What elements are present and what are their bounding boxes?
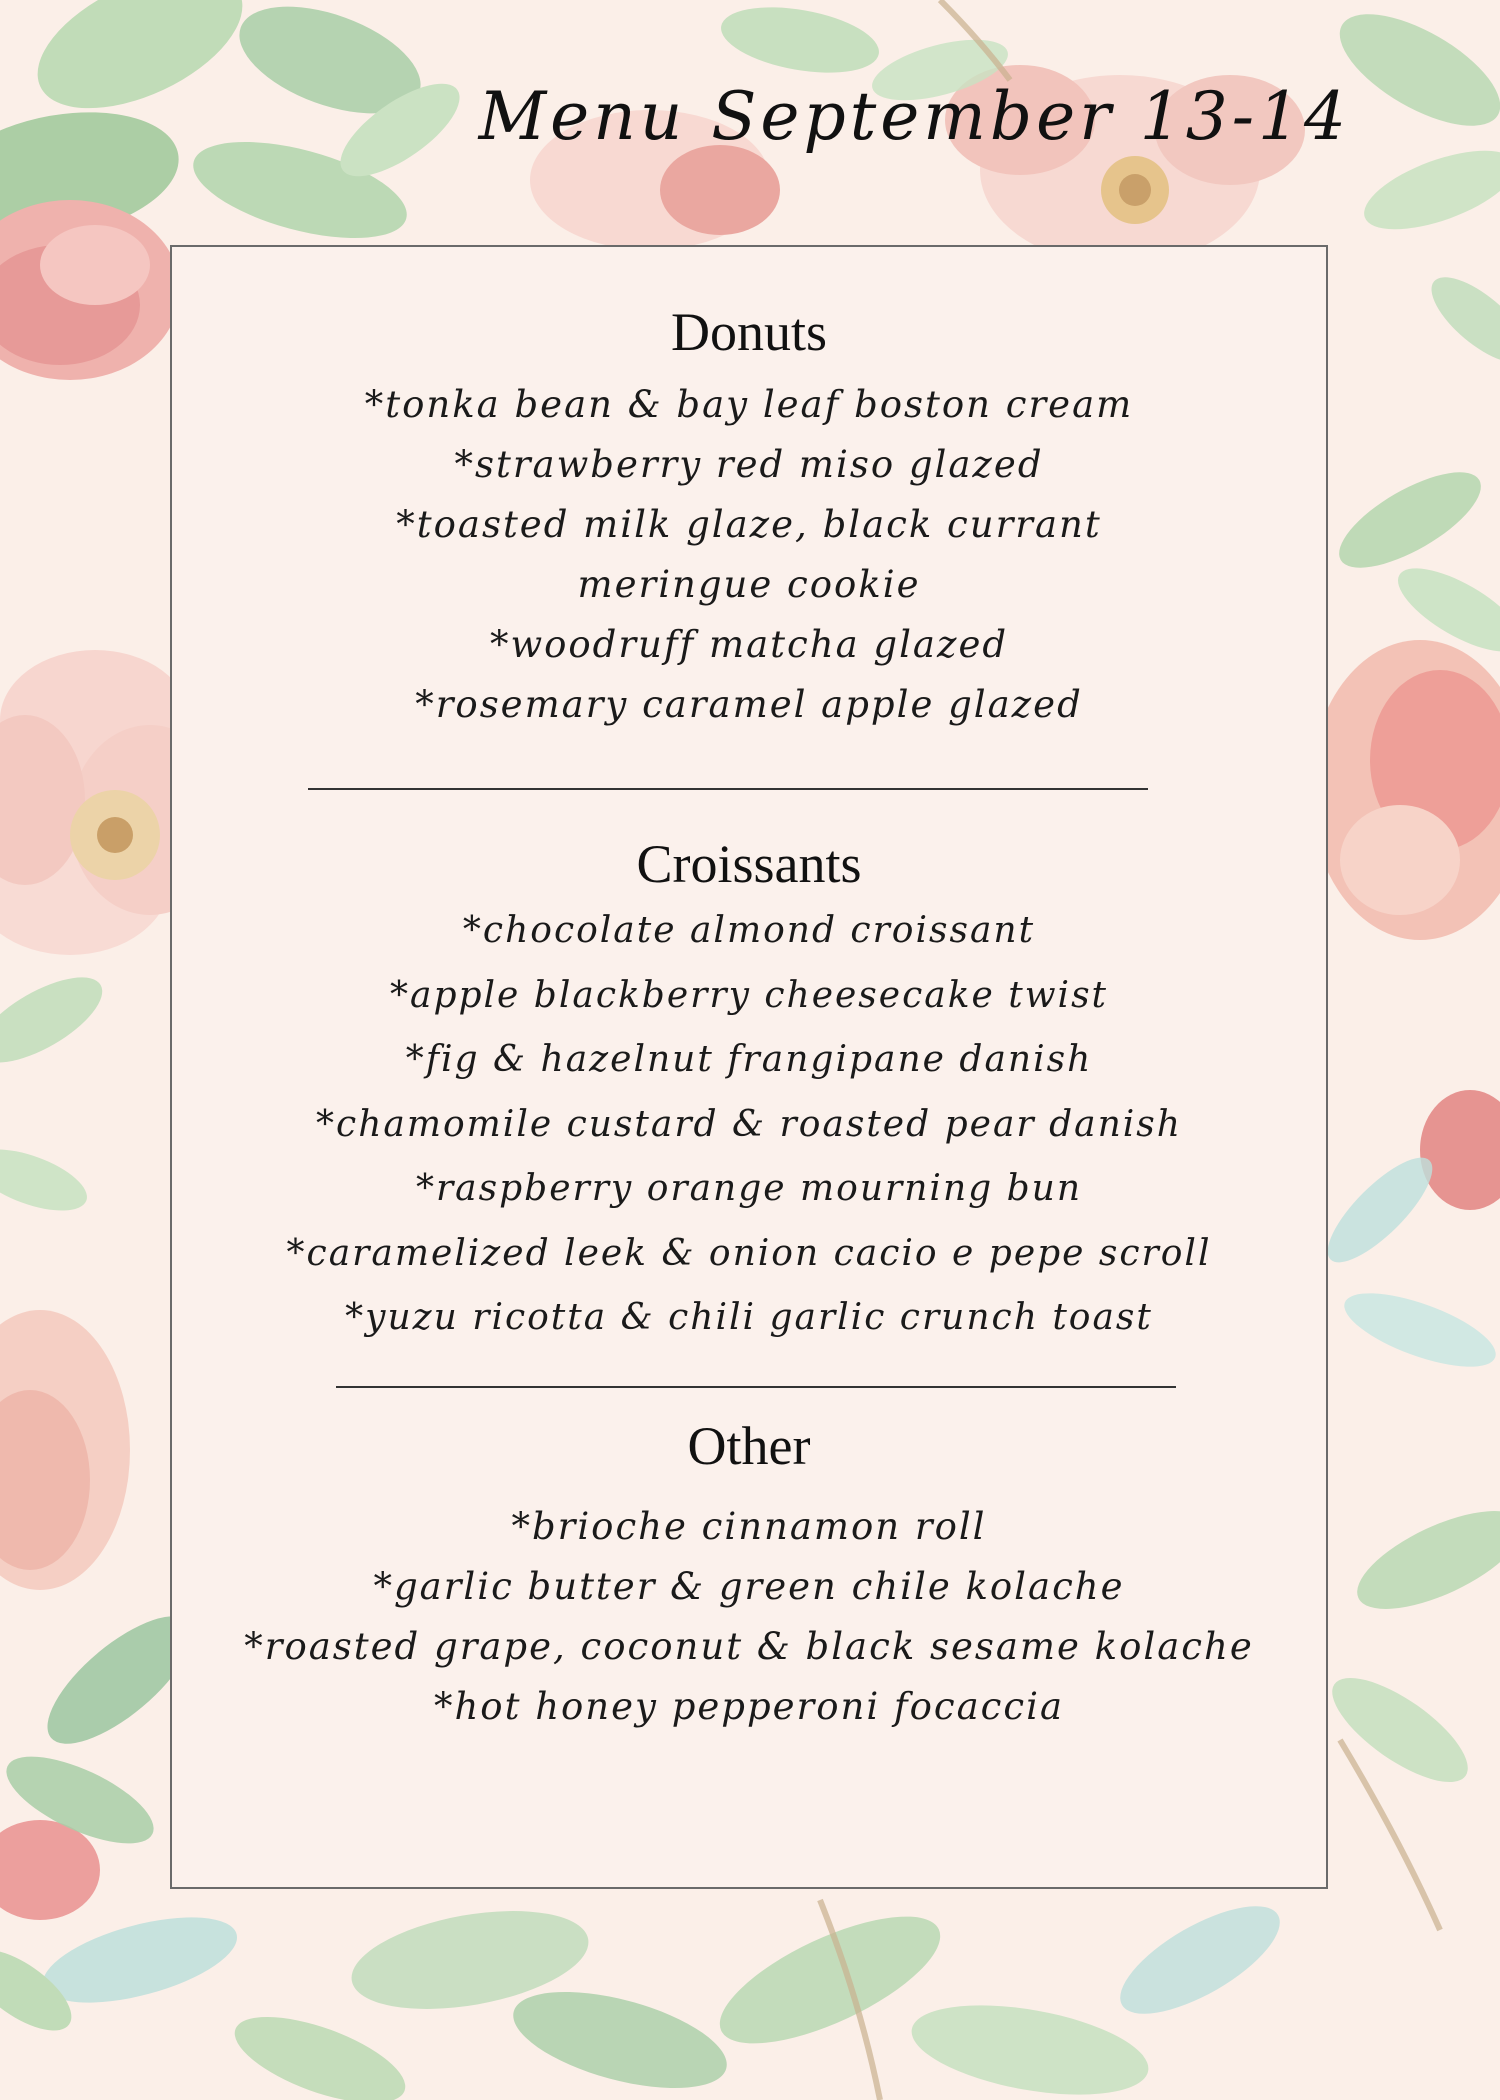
- menu-item: *brioche cinnamon roll: [511, 1505, 987, 1548]
- rose-icon: [1310, 640, 1500, 1210]
- section-divider: [308, 788, 1148, 790]
- section-heading: Other: [687, 1416, 811, 1476]
- menu-item: *apple blackberry cheesecake twist: [389, 974, 1109, 1016]
- donuts-section: [172, 301, 1326, 735]
- croissants-section: [172, 833, 1326, 1351]
- menu-title: Menu September 13-14: [478, 78, 1350, 155]
- menu-item: *woodruff matcha glazed: [489, 623, 1009, 666]
- menu-card: [170, 245, 1328, 1889]
- menu-item: *chocolate almond croissant: [462, 910, 1036, 951]
- other-section: [172, 1415, 1326, 1737]
- section-divider: [336, 1386, 1176, 1388]
- menu-item: *tonka bean & bay leaf boston cream: [364, 383, 1134, 426]
- menu-item: *fig & hazelnut frangipane danish: [405, 1039, 1093, 1080]
- rose-icon: [0, 200, 180, 380]
- section-heading: Croissants: [636, 834, 862, 894]
- item-list: [172, 899, 1326, 1351]
- menu-item: *chamomile custard & roasted pear danish: [316, 1103, 1182, 1145]
- menu-item: *garlic butter & green chile kolache: [373, 1565, 1125, 1608]
- menu-item: *rosemary caramel apple glazed: [415, 683, 1083, 726]
- item-list: [172, 375, 1326, 735]
- item-list: [172, 1497, 1326, 1737]
- menu-item: *raspberry orange mourning bun: [415, 1168, 1083, 1209]
- menu-item: meringue cookie: [577, 563, 921, 606]
- leaf-icon: [224, 1886, 1294, 2100]
- menu-item: *strawberry red miso glazed: [454, 443, 1044, 486]
- menu-item: *caramelized leek & onion cacio e pepe scroll: [286, 1232, 1212, 1274]
- leaf-icon: [0, 961, 115, 1223]
- menu-item: *roasted grape, coconut & black sesame kolache: [244, 1625, 1254, 1668]
- menu-item: *yuzu ricotta & chili garlic crunch toast: [345, 1297, 1153, 1338]
- menu-item: *hot honey pepperoni focaccia: [433, 1685, 1065, 1728]
- section-heading: Donuts: [670, 302, 827, 362]
- menu-item: *toasted milk glaze, black currant: [396, 503, 1102, 546]
